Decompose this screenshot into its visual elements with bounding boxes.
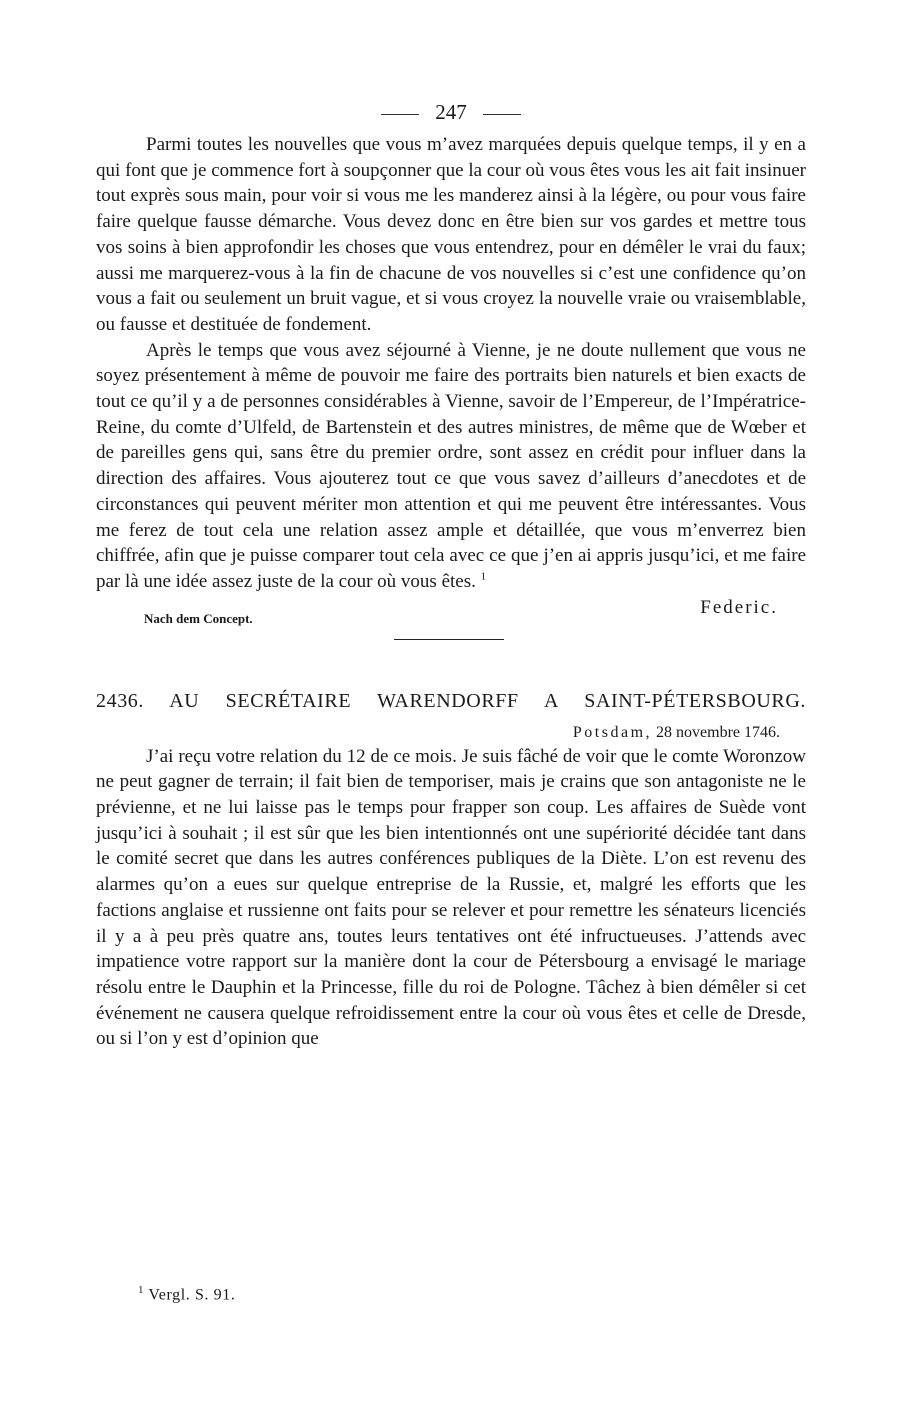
footnote	[138, 1284, 236, 1304]
document-page	[96, 92, 806, 1052]
footnote-mark: 1	[138, 1284, 145, 1296]
paragraph-with-footnote	[96, 338, 806, 595]
page-header	[96, 92, 806, 132]
source-note: Nach dem Concept.	[144, 610, 253, 626]
dateline-place: Potsdam,	[572, 723, 653, 741]
letter-heading: 2436. AU SECRÉTAIRE WARENDORFF A SAINT-PÉTERSBOURG.	[96, 689, 806, 712]
header-rule-left	[381, 114, 419, 115]
paragraph: Parmi toutes les nouvelles que vous m’avez marquées depuis quelque temps, il y en a qui font que je commence fort à soupçonner que la cour où vous êtes vous les ait fait insinuer tout exprès sous main, pour voir si vous me les manderez ainsi à la légère, ou pour vous faire faire quelque fausse démarche. Vous devez donc en être bien sur vos gardes et mettre tous vos soins à bien approfondir les choses que vous entendrez, pour en démêler le vrai du faux; aussi me marquerez-vous à la fin de chacune de vos nouvelles si c’est une confidence qu’on vous a fait ou seulement un bruit vague, et si vous croyez la nouvelle vraie ou vraisemblable, ou fausse et destituée de fondement.	[96, 134, 806, 335]
header-rule-right	[483, 114, 521, 115]
footnote-text: Vergl. S. 91.	[148, 1286, 236, 1304]
page-number: 247	[435, 100, 467, 124]
paragraph-text: Après le temps que vous avez séjourné à Vienne, je ne doute nullement que vous ne soyez présentement à même de pouvoir me faire des portraits bien naturels et bien exacts de tout ce qu’il y a de personnes considérables à Vienne, savoir de l’Empereur, de l’Impératrice-Reine, du comte d’Ulfeld, de Bartenstein et des autres ministres, de même que de Wœber et de pareilles gens qui, sans être du premier ordre, sont assez en crédit pour influer dans la direction des affaires. Vous ajouterez tout ce que vous savez d’ailleurs d’anecdotes et de circonstances qui peuvent mériter mon attention et qui me peuvent être intéressantes. Vous me ferez de tout cela une relation assez ample et détaillée, que vous m’enverrez bien chiffrée, afin que je puisse comparer tout cela avec ce que j’en ai appris jusqu’ici, et me faire par là une idée assez juste de la cour où vous êtes.	[96, 339, 806, 592]
dateline	[96, 722, 780, 744]
closing-row	[96, 595, 806, 635]
dateline-date: 28 novembre 1746.	[656, 723, 780, 741]
letter-2436-body: J’ai reçu votre relation du 12 de ce mois. Je suis fâché de voir que le comte Woronzow ne peut gagner de terrain; il fait bien de temporiser, mais je crains que son antagoniste ne le prévienne, et ne lui laisse pas le temps pour frapper son coup. Les affaires de Suède vont jusqu’ici à souhait ; il est sûr que les bien intentionnés ont une supériorité décidée tant dans le comité secret que dans les autres conférences publiques de la Diète. L’on est revenu des alarmes qu’on a eues sur quelque entreprise de la Russie, et, malgré les efforts que les factions anglaise et russienne ont faits pour se relever et pour remettre les sénateurs licenciés il y a à peu près quatre ans, toutes leurs tentatives ont été infructueuses. J’attends avec impatience votre rapport sur la manière dont la cour de Pétersbourg a envisagé le mariage résolu entre le Dauphin et la Princesse, fille du roi de Pologne. Tâchez à bien démêler si cet événement ne causera quelque refroidissement entre la cour où vous êtes et celle de Dresde, ou si l’on y est d’opinion que	[96, 745, 806, 1050]
signature: Federic.	[700, 596, 778, 618]
letter-2435-body	[96, 132, 806, 595]
section-divider	[394, 639, 504, 640]
footnote-reference: 1	[480, 570, 487, 583]
